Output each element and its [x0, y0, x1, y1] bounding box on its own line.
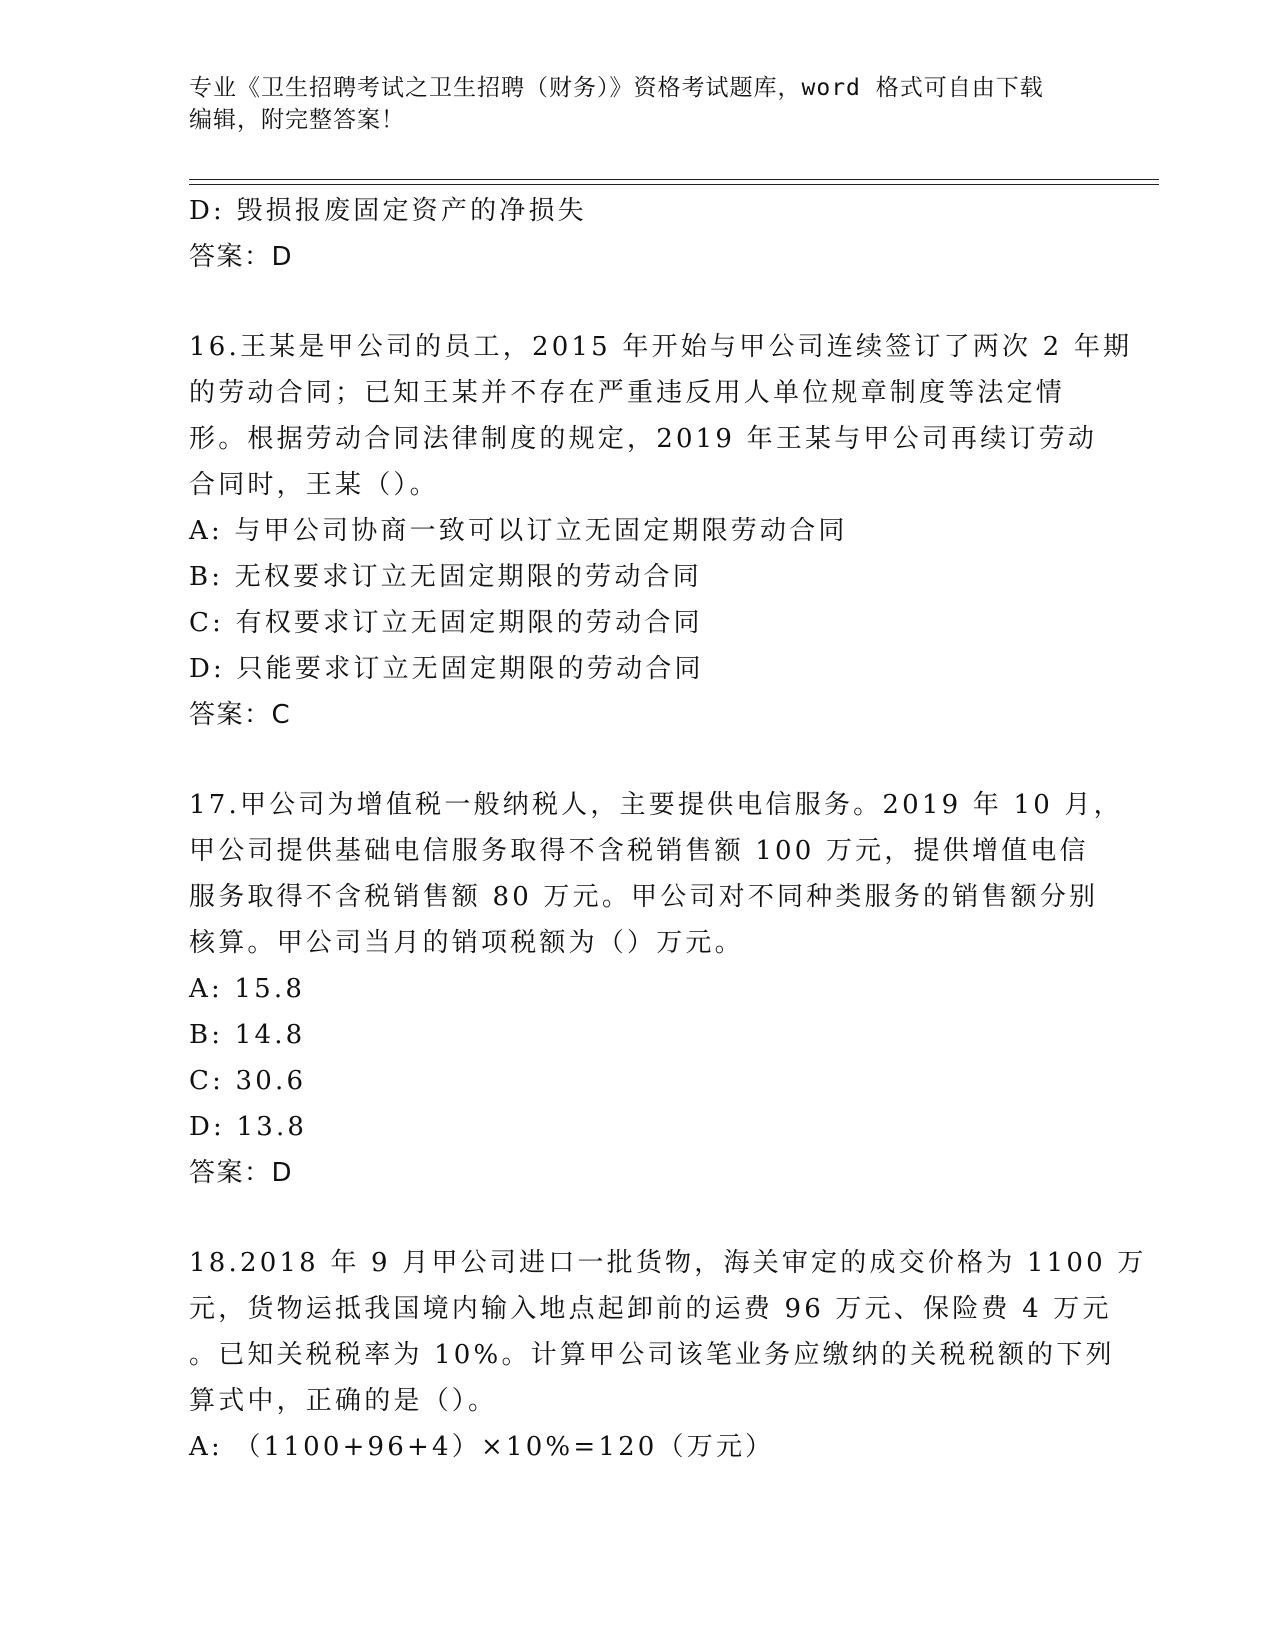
question-stem-line: 18.2018 年 9 月甲公司进口一批货物，海关审定的成交价格为 1100 万	[189, 1248, 1147, 1278]
option-d: D: 毁损报废固定资产的净损失	[189, 196, 587, 226]
option-a: A: 与甲公司协商一致可以订立无固定期限劳动合同	[189, 516, 848, 546]
question-stem-line: 合同时，王某（）。	[189, 470, 439, 500]
question-stem-line: 形。根据劳动合同法律制度的规定，2019 年王某与甲公司再续订劳动	[189, 424, 1098, 454]
question-stem-line: 甲公司提供基础电信服务取得不含税销售额 100 万元，提供增值电信	[189, 836, 1089, 866]
option-c: C: 30.6	[189, 1066, 307, 1096]
spacer	[189, 1196, 1089, 1240]
answer-label: 答案：D	[189, 242, 294, 272]
question-stem-line: 17.甲公司为增值税一般纳税人，主要提供电信服务。2019 年 10 月，	[189, 790, 1123, 820]
question-stem-line: 。已知关税税率为 10%。计算甲公司该笔业务应缴纳的关税税额的下列	[189, 1340, 1115, 1370]
option-b: B: 无权要求订立无固定期限的劳动合同	[189, 562, 702, 592]
option-d: D: 13.8	[189, 1112, 308, 1142]
question-stem-line: 服务取得不含税销售额 80 万元。甲公司对不同种类服务的销售额分别	[189, 882, 1099, 912]
answer-label: 答案：C	[189, 700, 292, 730]
spacer	[189, 738, 1089, 782]
question-stem-line: 算式中，正确的是（）。	[189, 1386, 498, 1416]
header-rule-top	[189, 179, 1159, 180]
question-18	[189, 1240, 1147, 1470]
spacer	[189, 280, 1089, 324]
question-stem-line: 16.王某是甲公司的员工，2015 年开始与甲公司连续签订了两次 2 年期	[189, 332, 1133, 362]
document-header	[189, 72, 1089, 136]
header-rule-bottom	[189, 184, 1159, 185]
header-line-1: 专业《卫生招聘考试之卫生招聘（财务）》资格考试题库，word 格式可自由下载	[189, 75, 1044, 101]
question-16	[189, 324, 1133, 738]
header-line-2: 编辑，附完整答案！	[189, 107, 405, 133]
question-17	[189, 782, 1123, 1196]
question-stem-line: 核算。甲公司当月的销项税额为（）万元。	[189, 928, 744, 958]
question-15-tail	[189, 188, 1089, 280]
option-a: A: 15.8	[189, 974, 306, 1004]
option-c: C: 有权要求订立无固定期限的劳动合同	[189, 608, 703, 638]
question-content	[189, 188, 1147, 1470]
option-d: D: 只能要求订立无固定期限的劳动合同	[189, 654, 704, 684]
question-stem-line: 元，货物运抵我国境内输入地点起卸前的运费 96 万元、保险费 4 万元	[189, 1294, 1112, 1324]
option-a: A: （1100+96+4）×10%=120（万元）	[189, 1432, 775, 1462]
question-stem-line: 的劳动合同；已知王某并不存在严重违反用人单位规章制度等法定情	[189, 378, 1066, 408]
option-b: B: 14.8	[189, 1020, 306, 1050]
answer-label: 答案：D	[189, 1158, 294, 1188]
